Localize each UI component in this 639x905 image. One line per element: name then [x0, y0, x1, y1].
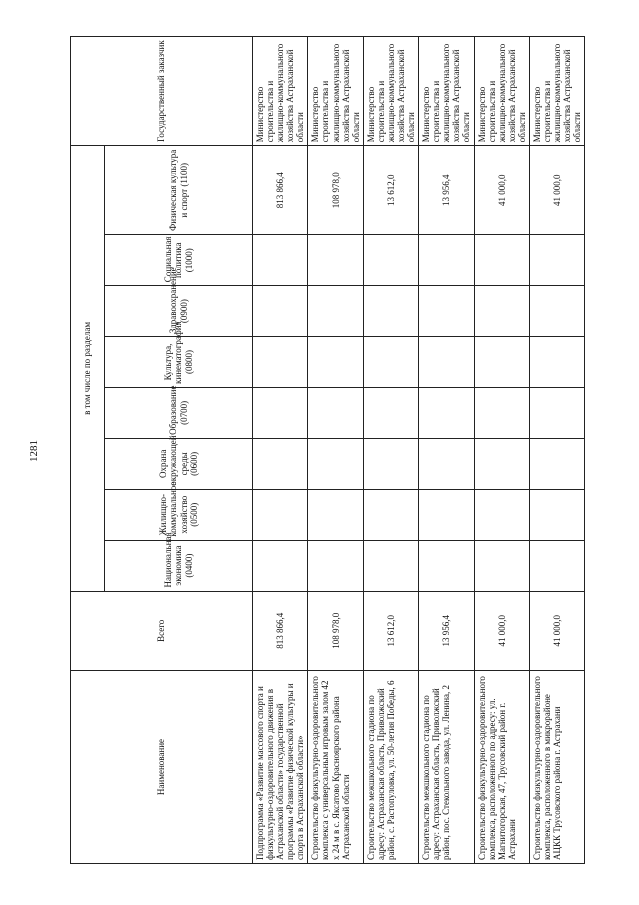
empty-cell [529, 387, 584, 438]
row-total: 813 866,4 [253, 591, 308, 671]
table-row [363, 37, 418, 864]
row-sports: 13 956,4 [419, 146, 474, 235]
empty-cell [308, 387, 363, 438]
header-section: Национальная экономика (0400) [105, 540, 253, 591]
header-section: Культура, кинематография (0800) [105, 337, 253, 388]
header-customer: Государственный заказчик [71, 37, 253, 146]
row-sports: 813 866,4 [253, 146, 308, 235]
empty-cell [474, 540, 529, 591]
empty-cell [363, 540, 418, 591]
empty-cell [253, 489, 308, 540]
empty-cell [419, 540, 474, 591]
empty-cell [529, 438, 584, 489]
row-sports: 13 612,0 [363, 146, 418, 235]
empty-cell [419, 387, 474, 438]
empty-cell [363, 286, 418, 337]
empty-cell [363, 438, 418, 489]
budget-table [70, 36, 585, 864]
header-in-section: в том числе по разделам [71, 146, 105, 591]
row-name: Строительство межшкольного стадиона по адресу: Астраханская область, Приволжский район, с. Растопуловка, ул. 50-летия Победы, 6 [363, 671, 418, 864]
table-row [474, 37, 529, 864]
table-row [253, 37, 308, 864]
empty-cell [419, 286, 474, 337]
row-total: 108 978,0 [308, 591, 363, 671]
table-row [308, 37, 363, 864]
page-number: 1281 [28, 440, 40, 462]
header-section: Физическая культура и спорт (1100) [105, 146, 253, 235]
header-section: Жилищно-коммунальное хозяйство (0500) [105, 489, 253, 540]
empty-cell [529, 286, 584, 337]
empty-cell [529, 489, 584, 540]
row-name: Строительство физкультурно-оздоровительного комплекса с универсальным игровым залом 42 х 24 м в с. Яксатово Красноярского района Астраханской области [308, 671, 363, 864]
row-sports: 41 000,0 [474, 146, 529, 235]
empty-cell [419, 235, 474, 286]
empty-cell [529, 540, 584, 591]
empty-cell [253, 540, 308, 591]
empty-cell [363, 235, 418, 286]
empty-cell [529, 235, 584, 286]
empty-cell [253, 337, 308, 388]
empty-cell [308, 438, 363, 489]
row-customer: Министерство строительства и жилищно-коммунального хозяйства Астраханской области [529, 37, 584, 146]
row-total: 41 000,0 [474, 591, 529, 671]
empty-cell [474, 438, 529, 489]
budget-table-sheet [70, 36, 583, 864]
empty-cell [474, 286, 529, 337]
empty-cell [253, 387, 308, 438]
row-total: 13 956,4 [419, 591, 474, 671]
row-total: 13 612,0 [363, 591, 418, 671]
empty-cell [363, 489, 418, 540]
empty-cell [308, 489, 363, 540]
row-customer: Министерство строительства и жилищно-коммунального хозяйства Астраханской области [253, 37, 308, 146]
header-section: Здравоохранение (0900) [105, 286, 253, 337]
empty-cell [474, 235, 529, 286]
empty-cell [474, 489, 529, 540]
header-name: Наименование [71, 671, 253, 864]
empty-cell [363, 387, 418, 438]
empty-cell [308, 337, 363, 388]
row-customer: Министерство строительства и жилищно-коммунального хозяйства Астраханской области [308, 37, 363, 146]
empty-cell [419, 489, 474, 540]
header-section: Образование (0700) [105, 387, 253, 438]
header-section: Охрана окружающей среды (0600) [105, 438, 253, 489]
empty-cell [474, 337, 529, 388]
row-sports: 41 000,0 [529, 146, 584, 235]
row-total: 41 000,0 [529, 591, 584, 671]
empty-cell [529, 337, 584, 388]
empty-cell [308, 286, 363, 337]
empty-cell [308, 540, 363, 591]
row-sports: 108 978,0 [308, 146, 363, 235]
empty-cell [363, 337, 418, 388]
header-total: Всего [71, 591, 253, 671]
row-name: Строительство межшкольного стадиона по адресу: Астраханская область, Приволжский район, пос. Стекольного завода, ул. Ленина, 2 [419, 671, 474, 864]
empty-cell [474, 387, 529, 438]
row-name: Подпрограмма «Развитие массового спорта и физкультурно-оздоровительного движения в Астраханской области» государственной программы «Развитие физической культуры и спорта в Астраханской области» [253, 671, 308, 864]
row-customer: Министерство строительства и жилищно-коммунального хозяйства Астраханской области [363, 37, 418, 146]
empty-cell [253, 438, 308, 489]
empty-cell [308, 235, 363, 286]
table-row [419, 37, 474, 864]
table-row [529, 37, 584, 864]
empty-cell [253, 286, 308, 337]
empty-cell [419, 438, 474, 489]
empty-cell [253, 235, 308, 286]
header-section: Социальная политика (1000) [105, 235, 253, 286]
row-name: Строительство физкультурно-оздоровительного комплекса, расположенного в микрорайоне АЦКК Трусовского района г. Астрахани [529, 671, 584, 864]
row-customer: Министерство строительства и жилищно-коммунального хозяйства Астраханской области [419, 37, 474, 146]
row-customer: Министерство строительства и жилищно-коммунального хозяйства Астраханской области [474, 37, 529, 146]
row-name: Строительство физкультурно-оздоровительного комплекса, расположенного по адресу: ул. Магнитогорская, 47, Трусовский район г. Астрахани [474, 671, 529, 864]
empty-cell [419, 337, 474, 388]
